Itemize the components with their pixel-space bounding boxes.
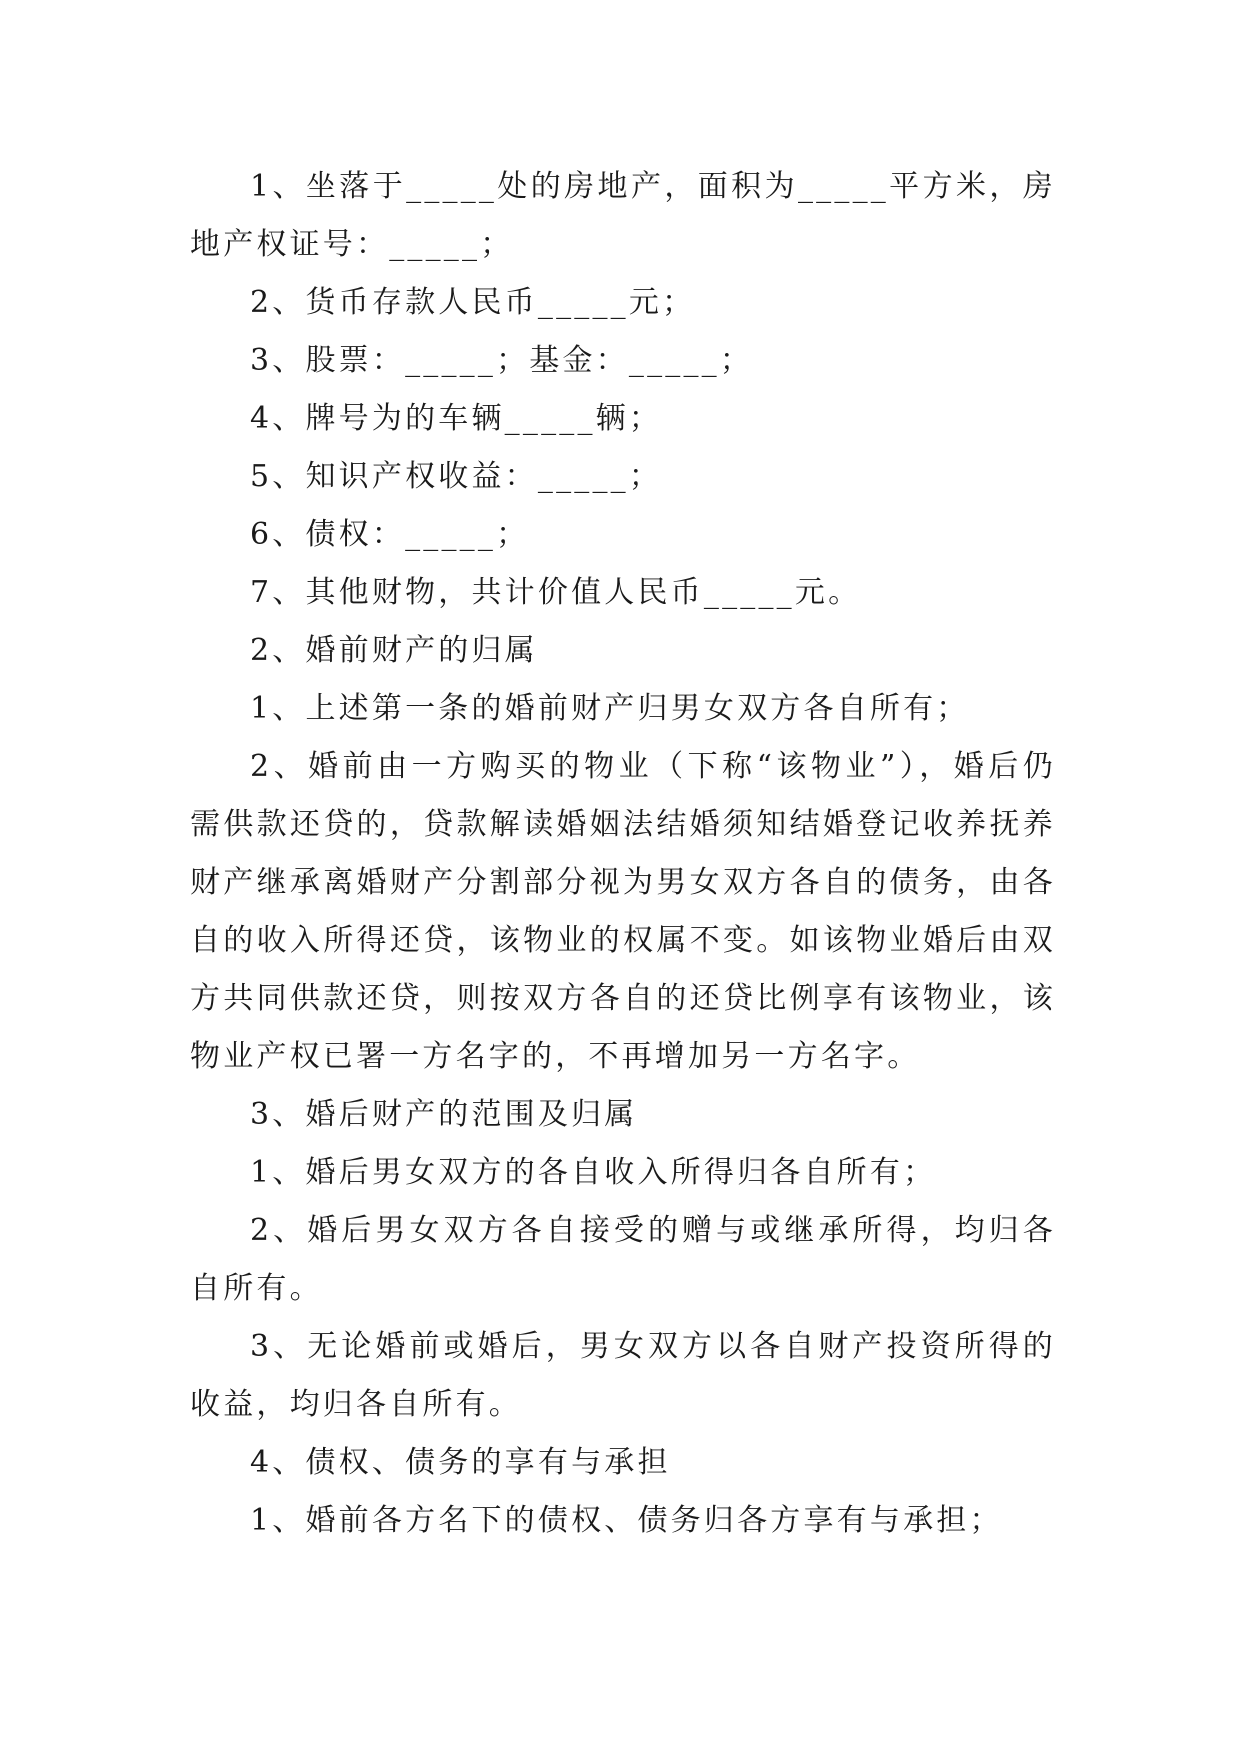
document-body [190, 158, 1056, 1550]
paragraph-marital-income: 1、婚后男女双方的各自收入所得归各自所有； [250, 1155, 937, 1190]
paragraph-house-property: 1、坐落于_____处的房地产，面积为_____平方米，房地产权证号：_____； [190, 169, 1056, 262]
section-heading-marital-property: 3、婚后财产的范围及归属 [250, 1097, 638, 1132]
paragraph-creditor-rights: 6、债权：_____； [250, 517, 530, 552]
paragraph-ip-income: 5、知识产权收益：_____； [250, 459, 663, 494]
paragraph-property-loan: 2、婚前由一方购买的物业（下称“该物业”），婚后仍需供款还贷的，贷款解读婚姻法结婚须知结婚登记收养抚养财产继承离婚财产分割部分视为男女双方各自的债务，由各自的收入所得还贷，该物业的权属不变。如该物业婚后由双方共同供款还贷，则按双方各自的还贷比例享有该物业，该物业产权已署一方名字的，不再增加另一方名字。 [190, 749, 1056, 1074]
paragraph-investment-income: 3、无论婚前或婚后，男女双方以各自财产投资所得的收益，均归各自所有。 [190, 1329, 1056, 1422]
section-heading-debts: 4、债权、债务的享有与承担 [250, 1445, 671, 1480]
paragraph-bank-deposit: 2、货币存款人民币_____元； [250, 285, 696, 320]
paragraph-vehicles: 4、牌号为的车辆_____辆； [250, 401, 663, 436]
paragraph-premarital-each-owns: 1、上述第一条的婚前财产归男女双方各自所有； [250, 691, 970, 726]
paragraph-gifts-inheritance: 2、婚后男女双方各自接受的赠与或继承所得，均归各自所有。 [190, 1213, 1056, 1306]
paragraph-premarital-debts: 1、婚前各方名下的债权、债务归各方享有与承担； [250, 1503, 1003, 1538]
paragraph-other-assets: 7、其他财物，共计价值人民币_____元。 [250, 575, 862, 610]
section-heading-premarital-ownership: 2、婚前财产的归属 [250, 633, 538, 668]
paragraph-stocks-funds: 3、股票：_____；基金：_____； [250, 343, 754, 378]
